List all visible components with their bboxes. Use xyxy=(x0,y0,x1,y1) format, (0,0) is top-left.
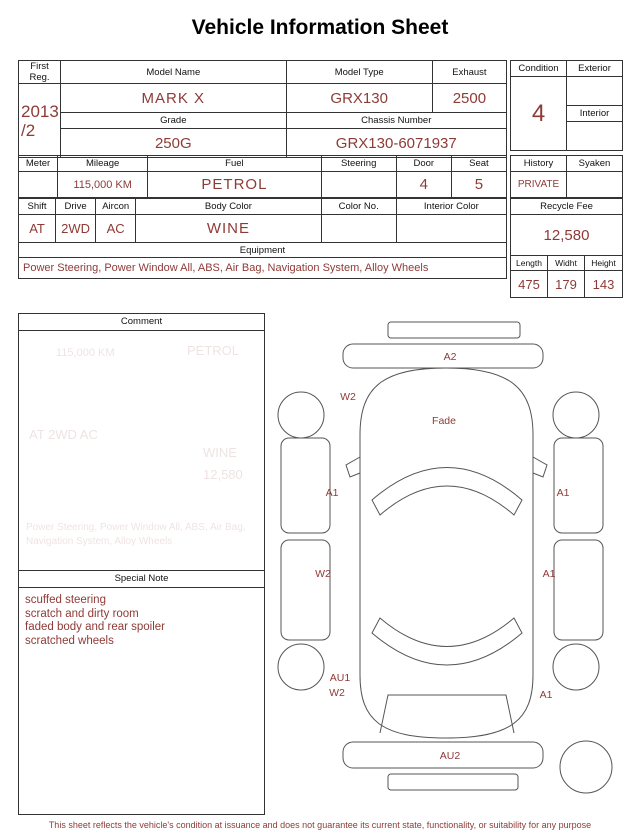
special-note-label: Special Note xyxy=(19,570,264,588)
rear-left-wheel xyxy=(278,644,324,690)
ghost-text: 115,000 KM xyxy=(56,347,115,359)
special-note-line: scuffed steering xyxy=(25,594,106,606)
syaken-label: Syaken xyxy=(567,156,623,172)
special-note-line: faded body and rear spoiler xyxy=(25,621,166,633)
chassis-number-label: Chassis Number xyxy=(286,113,506,129)
exhaust-label: Exhaust xyxy=(432,61,506,84)
body-color-label: Body Color xyxy=(136,199,321,215)
syaken-value xyxy=(567,172,623,198)
ghost-text: AT 2WD AC xyxy=(29,427,98,442)
comment-label: Comment xyxy=(19,314,264,331)
ghost-text: Power Steering, Power Window All, ABS, Air Bag, xyxy=(26,522,246,533)
fuel-value: PETROL xyxy=(148,172,321,198)
mileage-value: 115,000 KM xyxy=(58,172,148,198)
shift-value: AT xyxy=(19,215,56,243)
ghost-text: 12,580 xyxy=(203,467,243,482)
rear-right-wheel xyxy=(553,644,599,690)
door-label: Door xyxy=(396,156,451,172)
fuel-label: Fuel xyxy=(148,156,321,172)
model-name-label: Model Name xyxy=(61,61,286,84)
damage-label-left-rear-panel: W2 xyxy=(315,568,331,580)
history-table xyxy=(510,155,623,198)
damage-label-rear-bumper: AU2 xyxy=(439,750,461,762)
seat-value: 5 xyxy=(451,172,506,198)
height-label: Height xyxy=(585,256,623,271)
left-front-door-panel xyxy=(281,438,330,533)
first-reg-label: First Reg. xyxy=(19,61,61,84)
special-note-line: scratched wheels xyxy=(25,634,114,647)
damage-label-front-bumper: A2 xyxy=(443,351,457,363)
body-color-value: WINE xyxy=(136,215,321,243)
width-value: 179 xyxy=(548,271,585,298)
spare-wheel xyxy=(560,741,612,793)
drivetrain-table xyxy=(18,198,507,279)
front-right-wheel xyxy=(553,392,599,438)
interior-color-label: Interior Color xyxy=(396,199,506,215)
equipment-label: Equipment xyxy=(19,243,507,258)
mileage-table xyxy=(18,155,507,198)
condition-value: 4 xyxy=(511,77,567,151)
first-reg-month: /2 xyxy=(21,120,36,140)
interior-label: Interior xyxy=(567,106,623,122)
model-type-value: GRX130 xyxy=(286,84,432,113)
exterior-value xyxy=(567,77,623,106)
windshield-shape xyxy=(372,468,522,516)
width-label: Widht xyxy=(548,256,585,271)
length-label: Length xyxy=(511,256,548,271)
ghost-text: Navigation System, Alloy Wheels xyxy=(26,536,173,547)
recycle-dimensions-table xyxy=(510,198,623,298)
right-front-door-panel xyxy=(554,438,603,533)
aircon-label: Aircon xyxy=(96,199,136,215)
grade-value: 250G xyxy=(61,129,286,158)
damage-label-fade: Fade xyxy=(432,415,456,427)
steering-value xyxy=(321,172,396,198)
chassis-number-value: GRX130-6071937 xyxy=(286,129,506,158)
comment-panel xyxy=(18,313,265,815)
recycle-fee-value: 12,580 xyxy=(511,215,623,256)
page-title: Vehicle Information Sheet xyxy=(191,16,449,39)
vehicle-id-table xyxy=(18,60,507,158)
trunk-line xyxy=(380,695,514,733)
mileage-label: Mileage xyxy=(58,156,148,172)
special-note-text xyxy=(19,588,264,654)
rear-window-shape xyxy=(372,618,522,665)
history-value: PRIVATE xyxy=(511,172,567,198)
rear-rack-panel xyxy=(388,774,518,790)
meter-label: Meter xyxy=(19,156,58,172)
shift-label: Shift xyxy=(19,199,56,215)
model-name-value: MARK X xyxy=(61,84,286,113)
exhaust-value: 2500 xyxy=(432,84,506,113)
drive-label: Drive xyxy=(56,199,96,215)
ghost-text: PETROL xyxy=(187,343,240,358)
damage-label-hood: W2 xyxy=(340,391,356,403)
length-value: 475 xyxy=(511,271,548,298)
color-no-label: Color No. xyxy=(321,199,396,215)
car-diagram-svg xyxy=(268,315,630,815)
first-reg-year: 2013 xyxy=(21,101,59,121)
condition-table xyxy=(510,60,623,151)
grade-label: Grade xyxy=(61,113,286,129)
condition-label: Condition xyxy=(511,61,567,77)
drive-value: 2WD xyxy=(56,215,96,243)
first-reg-value xyxy=(19,84,61,158)
front-rack-panel xyxy=(388,322,520,338)
interior-value xyxy=(567,122,623,151)
damage-label-right-front-panel: A1 xyxy=(556,487,570,499)
damage-label-rear-right: A1 xyxy=(539,689,553,701)
meter-value xyxy=(19,172,58,198)
ghost-text: WINE xyxy=(203,445,237,460)
car-damage-diagram xyxy=(268,315,630,815)
damage-label-right-rear-panel: A1 xyxy=(542,568,556,580)
height-value: 143 xyxy=(585,271,623,298)
equipment-value: Power Steering, Power Window All, ABS, Air Bag, Navigation System, Alloy Wheels xyxy=(19,258,507,279)
steering-label: Steering xyxy=(321,156,396,172)
left-mirror xyxy=(346,457,360,477)
front-left-wheel xyxy=(278,392,324,438)
damage-label-left-front-panel: A1 xyxy=(325,487,339,499)
damage-label-rear-left-1: AU1 xyxy=(329,672,351,684)
seat-label: Seat xyxy=(451,156,506,172)
recycle-fee-label: Recycle Fee xyxy=(511,199,623,215)
right-mirror xyxy=(533,457,547,477)
history-label: History xyxy=(511,156,567,172)
right-rear-door-panel xyxy=(554,540,603,640)
disclaimer-text: This sheet reflects the vehicle's condition at issuance and does not guarantee its current state, functionality, or suitability for any purpose xyxy=(48,820,592,830)
comment-area xyxy=(19,331,264,570)
special-note-line: scratch and dirty room xyxy=(25,607,139,620)
interior-color-value xyxy=(396,215,506,243)
model-type-label: Model Type xyxy=(286,61,432,84)
color-no-value xyxy=(321,215,396,243)
damage-label-rear-left-2: W2 xyxy=(329,687,345,699)
left-rear-door-panel xyxy=(281,540,330,640)
aircon-value: AC xyxy=(96,215,136,243)
exterior-label: Exterior xyxy=(567,61,623,77)
door-value: 4 xyxy=(396,172,451,198)
